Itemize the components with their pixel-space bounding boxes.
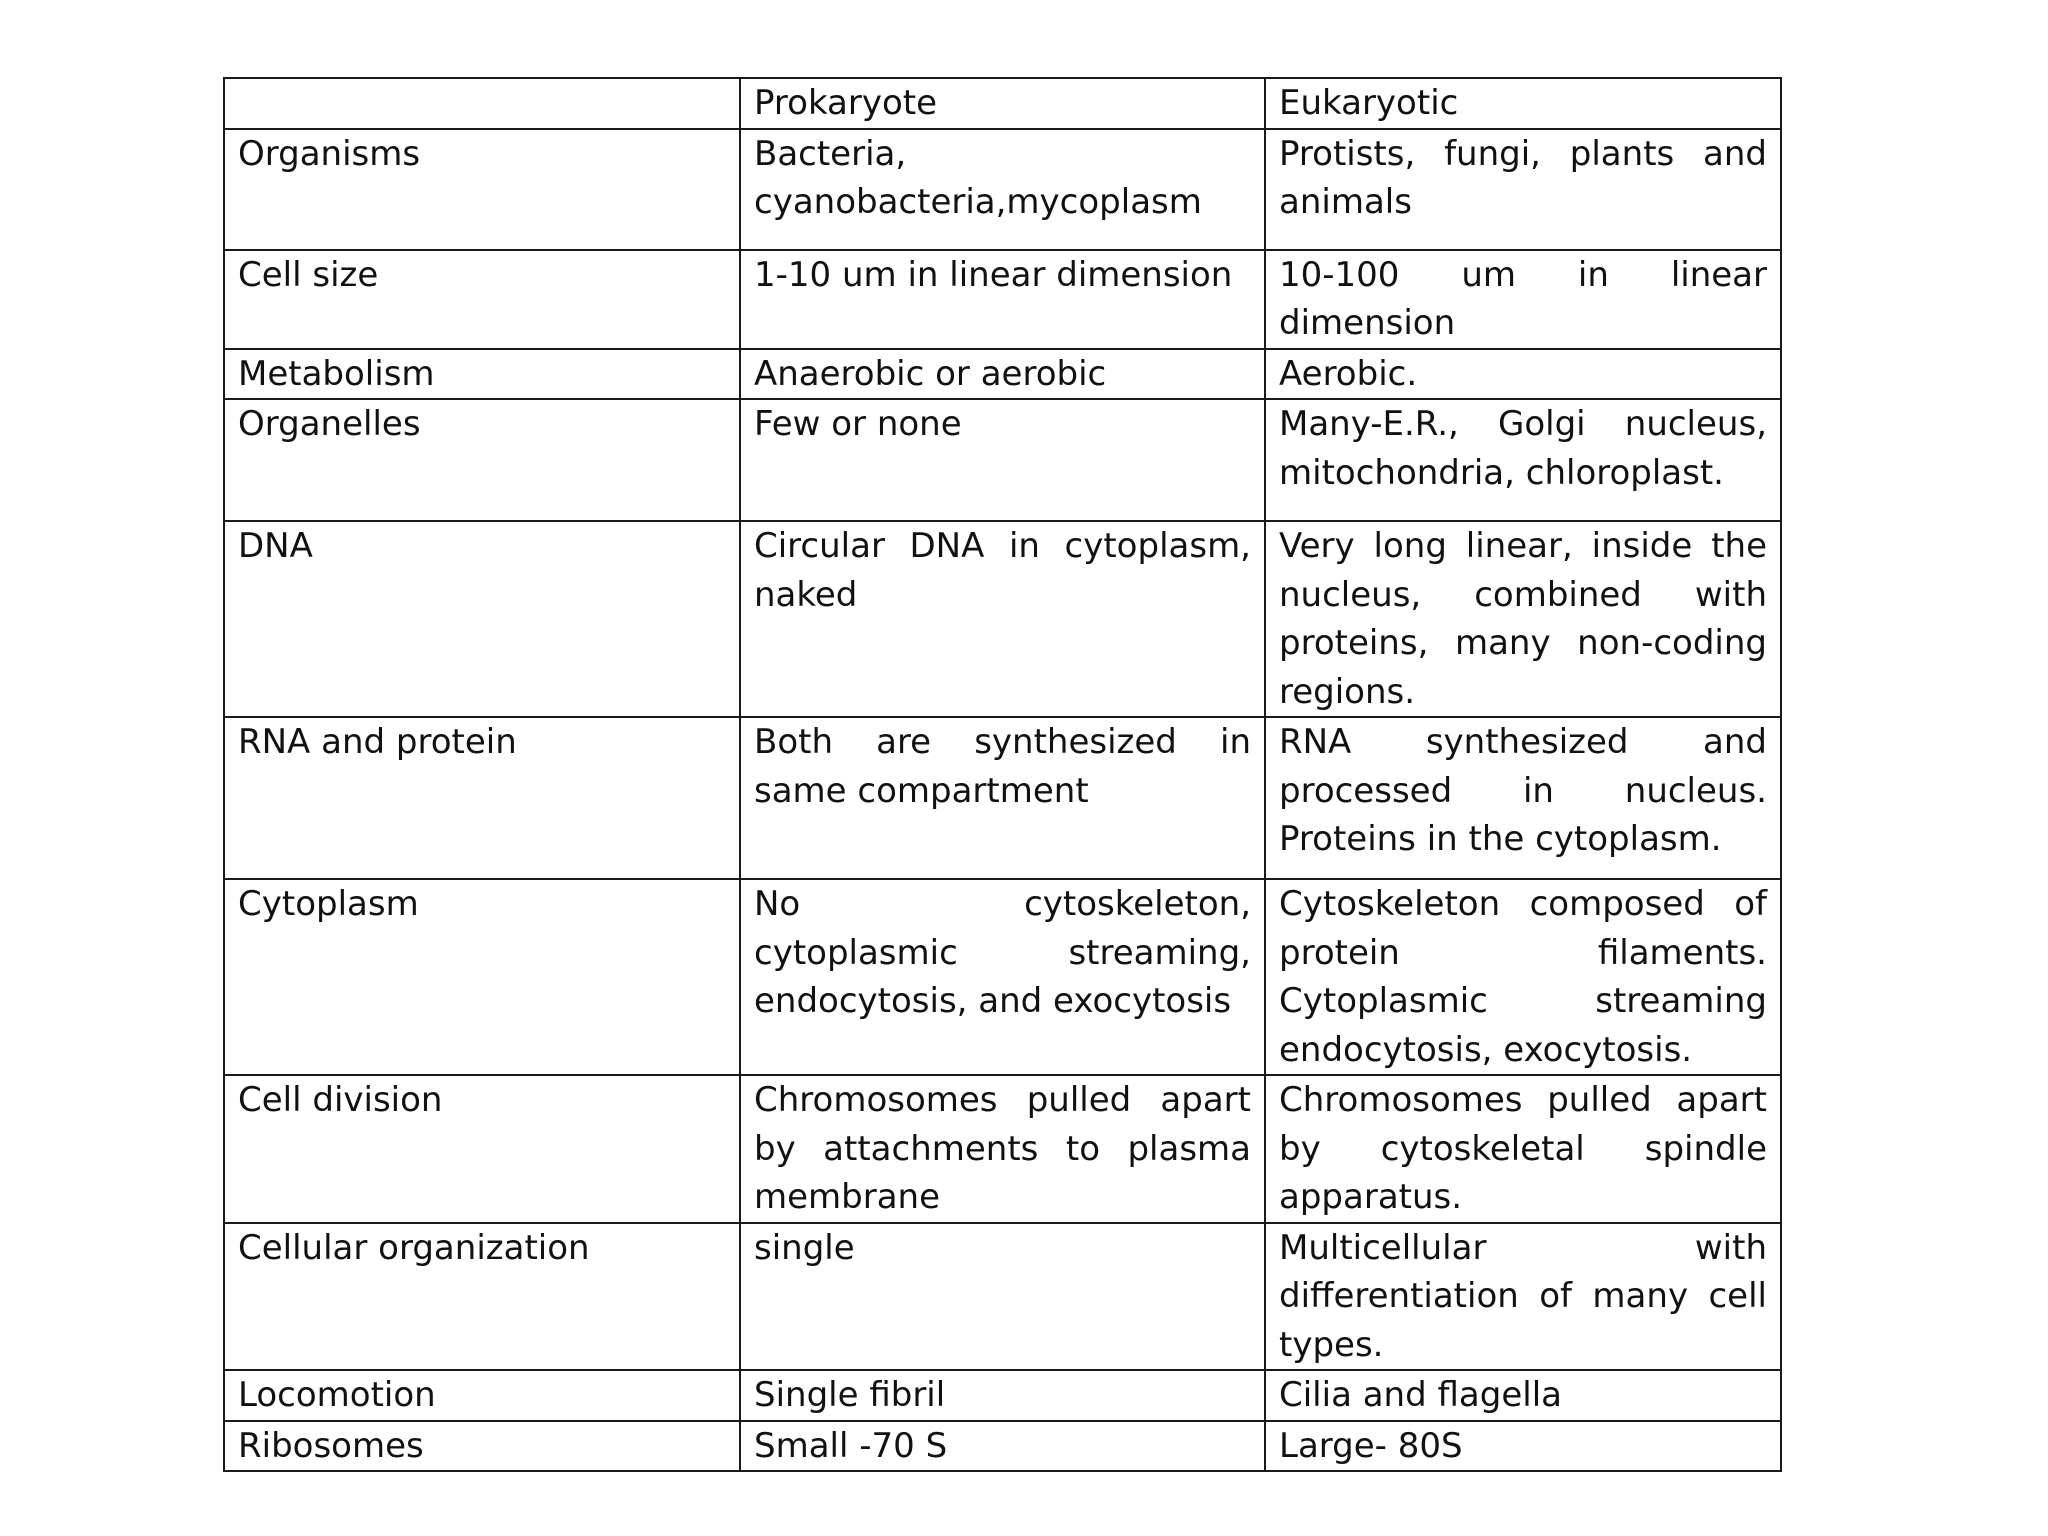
eukaryote-cell: Large- 80S	[1265, 1421, 1781, 1472]
prokaryote-cell: Few or none	[740, 399, 1265, 521]
row-label: Organelles	[224, 399, 740, 521]
row-label: Cytoplasm	[224, 879, 740, 1075]
eukaryote-cell: Very long linear, inside the nucleus, combined with proteins, many non-coding regions.	[1265, 521, 1781, 717]
prokaryote-cell: Anaerobic or aerobic	[740, 349, 1265, 400]
row-label: RNA and protein	[224, 717, 740, 879]
eukaryote-cell: Cilia and flagella	[1265, 1370, 1781, 1421]
eukaryote-cell: Chromosomes pulled apart by cytoskeletal spindle apparatus.	[1265, 1075, 1781, 1223]
eukaryote-cell: Aerobic.	[1265, 349, 1781, 400]
row-label: Locomotion	[224, 1370, 740, 1421]
prokaryote-cell: Bacteria, cyanobacteria,mycoplasm	[740, 129, 1265, 250]
table-row	[224, 1075, 1781, 1223]
table-row	[224, 349, 1781, 400]
prokaryote-cell: 1-10 um in linear dimension	[740, 250, 1265, 349]
table-row	[224, 879, 1781, 1075]
eukaryote-cell: Cytoskeleton composed of protein filaments. Cytoplasmic streaming endocytosis, exocytosis.	[1265, 879, 1781, 1075]
row-label: Organisms	[224, 129, 740, 250]
table-row	[224, 521, 1781, 717]
header-cell-prokaryote: Prokaryote	[740, 78, 1265, 129]
eukaryote-cell: Multicellular with differentiation of many cell types.	[1265, 1223, 1781, 1371]
header-cell-eukaryotic: Eukaryotic	[1265, 78, 1781, 129]
table-row	[224, 129, 1781, 250]
eukaryote-cell: 10-100 um in linear dimension	[1265, 250, 1781, 349]
table-row	[224, 717, 1781, 879]
row-label: Metabolism	[224, 349, 740, 400]
prokaryote-cell: Small -70 S	[740, 1421, 1265, 1472]
prokaryote-cell: Chromosomes pulled apart by attachments to plasma membrane	[740, 1075, 1265, 1223]
prokaryote-cell: single	[740, 1223, 1265, 1371]
row-label: DNA	[224, 521, 740, 717]
prokaryote-cell: Circular DNA in cytoplasm, naked	[740, 521, 1265, 717]
table-row	[224, 399, 1781, 521]
prokaryote-cell: Single fibril	[740, 1370, 1265, 1421]
row-label: Cell division	[224, 1075, 740, 1223]
header-cell-feature	[224, 78, 740, 129]
row-label: Cellular organization	[224, 1223, 740, 1371]
table-header-row	[224, 78, 1781, 129]
prokaryote-cell: No cytoskeleton, cytoplasmic streaming, endocytosis, and exocytosis	[740, 879, 1265, 1075]
comparison-table	[223, 77, 1782, 1472]
table-row	[224, 1370, 1781, 1421]
eukaryote-cell: Protists, fungi, plants and animals	[1265, 129, 1781, 250]
row-label: Ribosomes	[224, 1421, 740, 1472]
eukaryote-cell: RNA synthesized and processed in nucleus. Proteins in the cytoplasm.	[1265, 717, 1781, 879]
table-row	[224, 1421, 1781, 1472]
row-label: Cell size	[224, 250, 740, 349]
table-row	[224, 250, 1781, 349]
eukaryote-cell: Many-E.R., Golgi nucleus, mitochondria, chloroplast.	[1265, 399, 1781, 521]
prokaryote-cell: Both are synthesized in same compartment	[740, 717, 1265, 879]
table-row	[224, 1223, 1781, 1371]
